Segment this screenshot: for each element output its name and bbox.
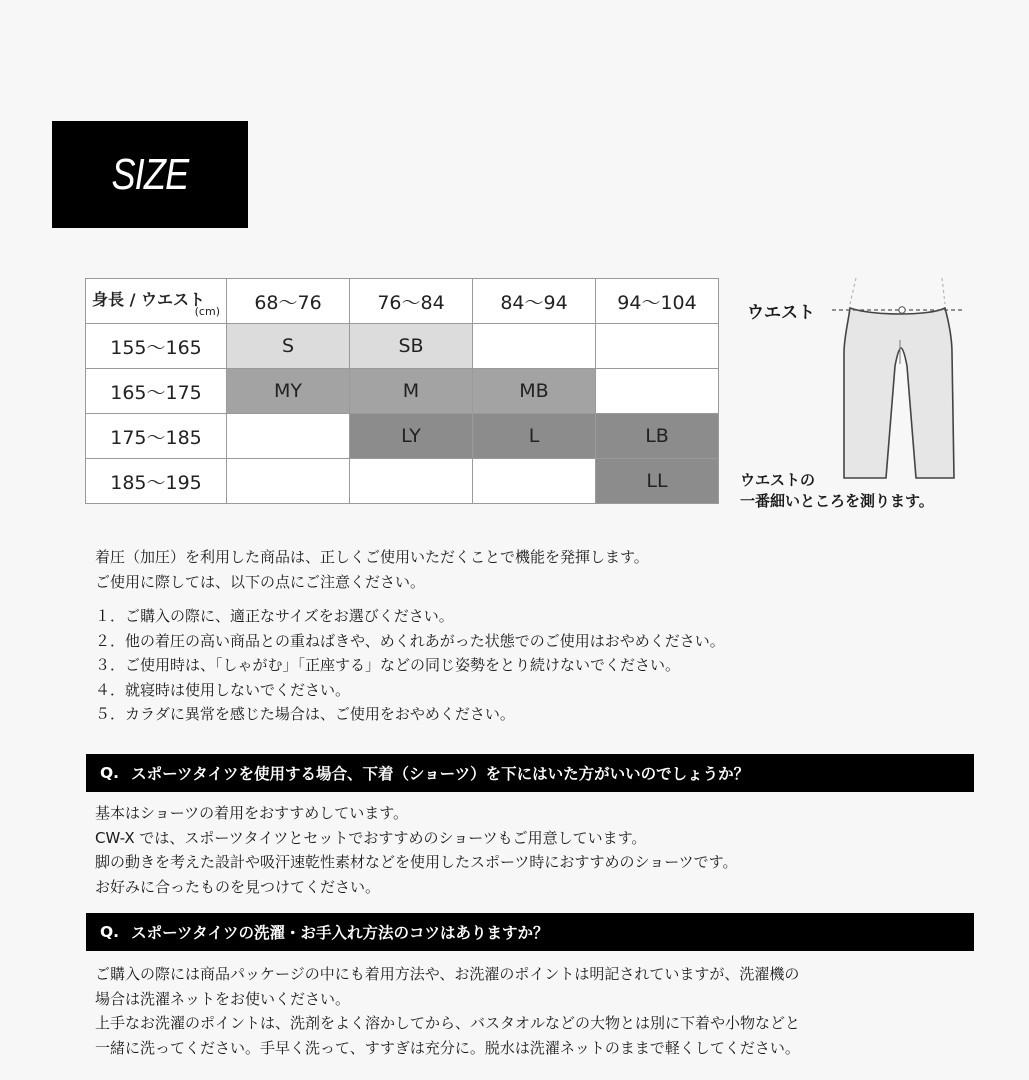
table-header-row bbox=[86, 279, 719, 324]
waist-note bbox=[740, 470, 934, 512]
question-bar bbox=[86, 913, 974, 951]
unit-label: (cm) bbox=[194, 305, 220, 318]
size-cell: LB bbox=[596, 414, 719, 459]
size-cell: LY bbox=[350, 414, 473, 459]
size-cell: M bbox=[350, 369, 473, 414]
corner-header bbox=[86, 279, 227, 324]
size-cell: MB bbox=[473, 369, 596, 414]
answer-line: 場合は洗濯ネットをお使いください。 bbox=[95, 989, 351, 1008]
answer-line: 脚の動きを考えた設計や吸汗速乾性素材などを使用したスポーツ時におすすめのショーツです。 bbox=[95, 853, 738, 871]
question-text: スポーツタイツの洗濯・お手入れ方法のコツはありますか？ bbox=[131, 924, 549, 942]
answer-text bbox=[95, 962, 800, 1060]
height-row-header: 175〜185 bbox=[86, 414, 227, 459]
question-mark-label: Q. bbox=[100, 923, 120, 941]
answer-text bbox=[95, 801, 737, 899]
list-item: ３．ご使用時は、「しゃがむ」「正座する」などの同じ姿勢をとり続けないでください。 bbox=[95, 656, 681, 674]
size-cell bbox=[473, 459, 596, 504]
table-row bbox=[86, 459, 719, 504]
list-item: １．ご購入の際に、適正なサイズをお選びください。 bbox=[95, 607, 454, 625]
size-cell bbox=[596, 324, 719, 369]
answer-line: ご購入の際には商品パッケージの中にも着用方法や、お洗濯のポイントは明記されていますが、洗濯機の bbox=[95, 965, 800, 983]
answer-line: 一緒に洗ってください。手早く洗って、すすぎは充分に。脱水は洗濯ネットのままで軽くしてください。 bbox=[95, 1038, 800, 1057]
waist-note-line: ウエストの bbox=[740, 471, 816, 489]
list-item: ５．カラダに異常を感じた場合は、ご使用をおやめください。 bbox=[95, 705, 515, 723]
height-row-header: 165〜175 bbox=[86, 369, 227, 414]
intro-line: 着圧（加圧）を利用した商品は、正しくご使用いただくことで機能を発揮します。 bbox=[95, 548, 649, 566]
table-row bbox=[86, 324, 719, 369]
waist-measurement-figure bbox=[740, 278, 980, 518]
answer-line: CW-X では、スポーツタイツとセットでおすすめのショーツもご用意しています。 bbox=[95, 828, 647, 847]
answer-line: お好みに合ったものを見つけてください。 bbox=[95, 877, 381, 896]
waist-column-header: 94〜104 bbox=[596, 279, 719, 324]
size-cell: L bbox=[473, 414, 596, 459]
size-cell bbox=[350, 459, 473, 504]
question-mark-label: Q. bbox=[100, 764, 120, 782]
size-title: SIZE bbox=[111, 149, 189, 199]
corner-label: 身長 / ウエスト bbox=[92, 290, 205, 309]
waist-label: ウエスト bbox=[747, 303, 815, 323]
size-cell: LL bbox=[596, 459, 719, 504]
size-cell: MY bbox=[227, 369, 350, 414]
intro-line: ご使用に際しては、以下の点にご注意ください。 bbox=[95, 572, 426, 591]
list-item: ４．就寝時は使用しないでください。 bbox=[95, 680, 351, 699]
size-chart-table bbox=[85, 278, 719, 504]
waist-note-line: 一番細いところを測ります。 bbox=[740, 492, 934, 510]
height-row-header: 155〜165 bbox=[86, 324, 227, 369]
height-row-header: 185〜195 bbox=[86, 459, 227, 504]
table-row bbox=[86, 414, 719, 459]
table-row bbox=[86, 369, 719, 414]
waist-column-header: 84〜94 bbox=[473, 279, 596, 324]
size-cell: SB bbox=[350, 324, 473, 369]
question-text: スポーツタイツを使用する場合、下着（ショーツ）を下にはいた方がいいのでしょうか？ bbox=[131, 765, 750, 783]
answer-line: 基本はショーツの着用をおすすめしています。 bbox=[95, 804, 409, 822]
waist-column-header: 68〜76 bbox=[227, 279, 350, 324]
intro-text bbox=[95, 545, 649, 594]
question-bar bbox=[86, 754, 974, 792]
caution-list bbox=[95, 604, 725, 727]
size-cell bbox=[596, 369, 719, 414]
size-cell bbox=[473, 324, 596, 369]
size-cell bbox=[227, 414, 350, 459]
answer-line: 上手なお洗濯のポイントは、洗剤をよく溶かしてから、バスタオルなどの大物とは別に下着や小物などと bbox=[95, 1014, 801, 1032]
size-cell bbox=[227, 459, 350, 504]
size-cell: S bbox=[227, 324, 350, 369]
waist-column-header: 76〜84 bbox=[350, 279, 473, 324]
list-item: ２．他の着圧の高い商品との重ねばきや、めくれあがった状態でのご使用はおやめください。 bbox=[95, 631, 725, 650]
size-banner bbox=[52, 121, 248, 228]
